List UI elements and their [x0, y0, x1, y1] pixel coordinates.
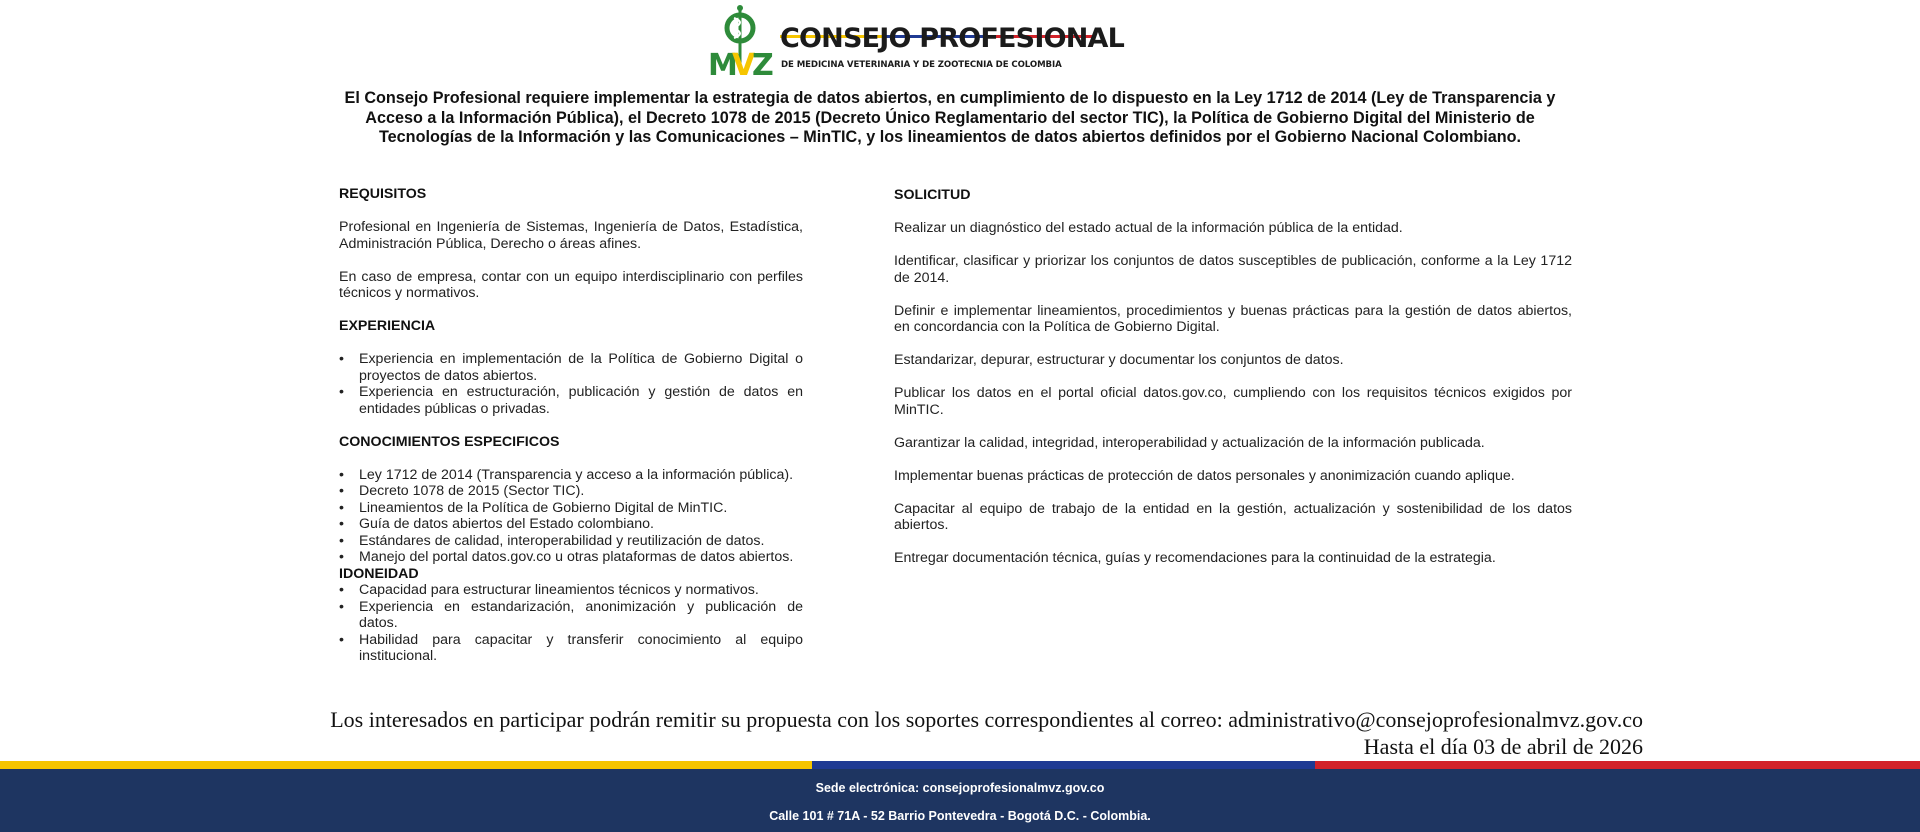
logo-title: CONSEJO PROFESIONAL: [780, 23, 1125, 54]
list-item: • Estándares de calidad, interoperabilidad y reutilización de datos.: [339, 533, 803, 550]
footer-website: Sede electrónica: consejoprofesionalmvz.gov.co: [815, 781, 1105, 795]
list-item: • Manejo del portal datos.gov.co u otras plataformas de datos abiertos.: [339, 549, 803, 566]
list-item: • Guía de datos abiertos del Estado colombiano.: [339, 516, 803, 533]
requisito-item: Profesional en Ingeniería de Sistemas, Ingeniería de Datos, Estadística, Administración Pública, Derecho o áreas afines.: [339, 219, 803, 252]
experiencia-title: EXPERIENCIA: [339, 318, 436, 334]
requisito-item: En caso de empresa, contar con un equipo interdisciplinario con perfiles técnicos y normativos.: [339, 268, 803, 301]
logo: [708, 4, 1125, 76]
requisitos-title: REQUISITOS: [339, 186, 427, 202]
footer: [0, 769, 1920, 832]
solicitud-item: Implementar buenas prácticas de protección de datos personales y anonimización cuando aplique.: [894, 467, 1515, 484]
footer-address: Calle 101 # 71A - 52 Barrio Pontevedra - Bogotá D.C. - Colombia.: [769, 809, 1151, 823]
solicitud-item: Estandarizar, depurar, estructurar y documentar los conjuntos de datos.: [894, 352, 1344, 368]
left-column: [339, 186, 803, 665]
contact-block: [243, 706, 1643, 760]
solicitud-item: Entregar documentación técnica, guías y recomendaciones para la continuidad de la estrategia.: [894, 550, 1496, 566]
list-item: • Decreto 1078 de 2015 (Sector TIC).: [339, 483, 803, 500]
svg-text:Z: Z: [752, 48, 771, 76]
idoneidad-title: IDONEIDAD: [339, 565, 419, 582]
list-item: • Habilidad para capacitar y transferir conocimiento al equipo institucional.: [339, 632, 803, 665]
list-item: • Ley 1712 de 2014 (Transparencia y acceso a la información pública).: [339, 467, 803, 484]
logo-subtitle: DE MEDICINA VETERINARIA Y DE ZOOTECNIA DE COLOMBIA: [781, 60, 1062, 70]
solicitud-item: Realizar un diagnóstico del estado actual de la información pública de la entidad.: [894, 220, 1403, 236]
experiencia-list: [339, 351, 803, 417]
conocimientos-title: CONOCIMIENTOS ESPECIFICOS: [339, 433, 560, 450]
solicitud-item: Definir e implementar lineamientos, procedimientos y buenas prácticas para la gestión de datos abiertos, en concordancia con la Política de Gobierno Digital.: [894, 302, 1572, 335]
solicitud-title: SOLICITUD: [894, 187, 971, 203]
list-item: • Experiencia en implementación de la Política de Gobierno Digital o proyectos de datos abiertos.: [339, 351, 803, 384]
conocimientos-list: [339, 467, 803, 566]
list-item: • Experiencia en estructuración, publicación y gestión de datos en entidades públicas o privadas.: [339, 384, 803, 417]
mvz-emblem-icon: [708, 4, 776, 76]
deadline-line: Hasta el día 03 de abril de 2026: [1363, 734, 1643, 759]
list-item: • Lineamientos de la Política de Gobierno Digital de MinTIC.: [339, 500, 803, 517]
footer-stripe: [0, 761, 1920, 769]
contact-line: Los interesados en participar podrán remitir su propuesta con los soportes correspondientes al correo: administrativo@consejoprofesionalmvz.gov.co: [330, 707, 1643, 732]
svg-text:M: M: [708, 48, 735, 76]
solicitud-item: Identificar, clasificar y priorizar los conjuntos de datos susceptibles de publicación, conforme a la Ley 1712 de 2014.: [894, 253, 1572, 286]
intro-paragraph: El Consejo Profesional requiere implementar la estrategia de datos abiertos, en cumplimiento de lo dispuesto en la Ley 1712 de 2014 (Ley de Transparencia y Acceso a la Información Pública), el Decreto 1078 de 2015 (Decreto Único Reglamentario del sector TIC), la Política de Gobierno Digital del Ministerio de Tecnologías de la Información y las Comunicaciones – MinTIC, y los lineamientos de datos abiertos definidos por el Gobierno Nacional Colombiano.: [344, 89, 1556, 147]
list-item: • Capacidad para estructurar lineamientos técnicos y normativos.: [339, 582, 803, 599]
idoneidad-list: [339, 582, 803, 665]
list-item: • Experiencia en estandarización, anonimización y publicación de datos.: [339, 599, 803, 632]
solicitud-item: Garantizar la calidad, integridad, interoperabilidad y actualización de la información publicada.: [894, 434, 1485, 451]
right-column: [894, 187, 1572, 567]
solicitud-item: Capacitar al equipo de trabajo de la entidad en la gestión, actualización y sostenibilidad de los datos abiertos.: [894, 500, 1572, 533]
svg-text:V: V: [732, 48, 753, 76]
solicitud-item: Publicar los datos en el portal oficial datos.gov.co, cumpliendo con los requisitos técnicos exigidos por MinTIC.: [894, 385, 1572, 418]
